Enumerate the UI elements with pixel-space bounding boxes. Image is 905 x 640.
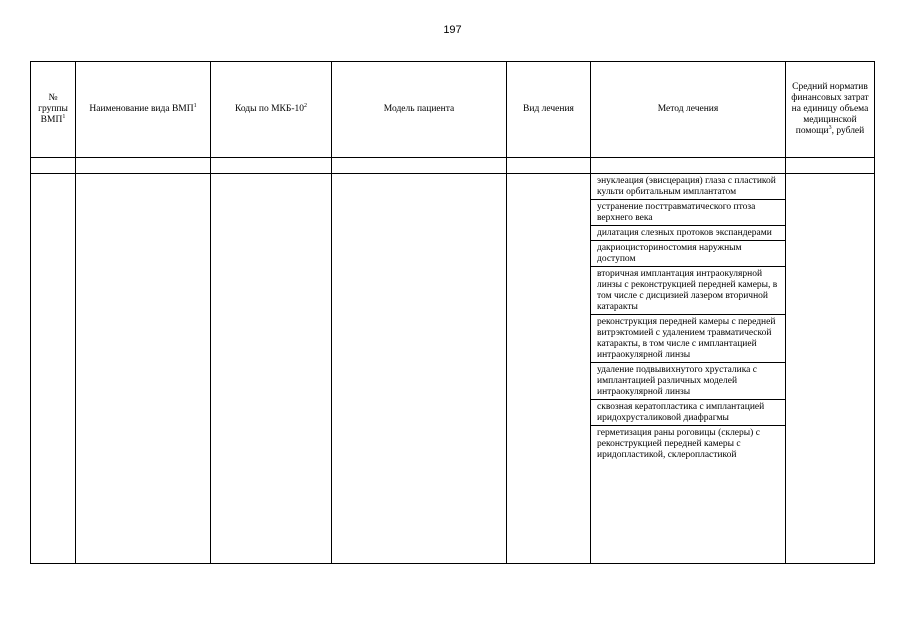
header-codes: Коды по МКБ-$10^2$ [211,62,332,158]
method-item: герметизация раны роговицы (склеры) с реконструкцией передней камеры с иридопластикой, склеропластикой [597,428,760,460]
header-type: Вид лечения [507,62,591,158]
method-item: реконструкция передней камеры с передней витрэктомией с удалением травматической катаракты, в том числе с имплантацией интраокулярной линзы [591,315,785,363]
page-number: 197 [443,24,462,36]
model-cell [332,174,507,564]
method-item: устранение посттравматического птоза верхнего века [591,200,785,226]
header-group: № группы ВМП$^1$ [31,62,76,158]
spacer-cell [332,158,507,174]
header-cost: Средний норматив финансовых затрат на единицу объема медицинской помощи$^3$, рублей [786,62,875,158]
name-cell [76,174,211,564]
method-item: дакриоцисториностомия наружным доступом [591,241,785,267]
method-item: вторичная имплантация интраокулярной линзы с реконструкцией передней камеры, в том числе с дисцизией лазером вторичной катаракты [591,267,785,315]
cost-cell [786,174,875,564]
type-cell [507,174,591,564]
method-cell [591,174,786,564]
method-item: энуклеация (эвисцерация) глаза с пластикой культи орбитальным имплантатом [591,174,785,200]
spacer-cell [591,158,786,174]
header-name: Наименование вида ВМП$^1$ [76,62,211,158]
method-item: удаление подвывихнутого хрусталика с имплантацией различных моделей интраокулярной линзы [591,363,785,400]
method-item: дилатация слезных протоков экспандерами [591,226,785,241]
table-row [31,174,875,564]
method-item: сквозная кератопластика с имплантацией иридохрусталиковой диафрагмы [591,400,785,426]
header-model: Модель пациента [332,62,507,158]
header-method: Метод лечения [591,62,786,158]
spacer-cell [786,158,875,174]
spacer-cell [507,158,591,174]
codes-cell [211,174,332,564]
header-row [31,62,875,158]
spacer-cell [211,158,332,174]
spacer-cell [76,158,211,174]
group-cell [31,174,76,564]
spacer-row [31,158,875,174]
vmp-table [30,61,875,564]
spacer-cell [31,158,76,174]
